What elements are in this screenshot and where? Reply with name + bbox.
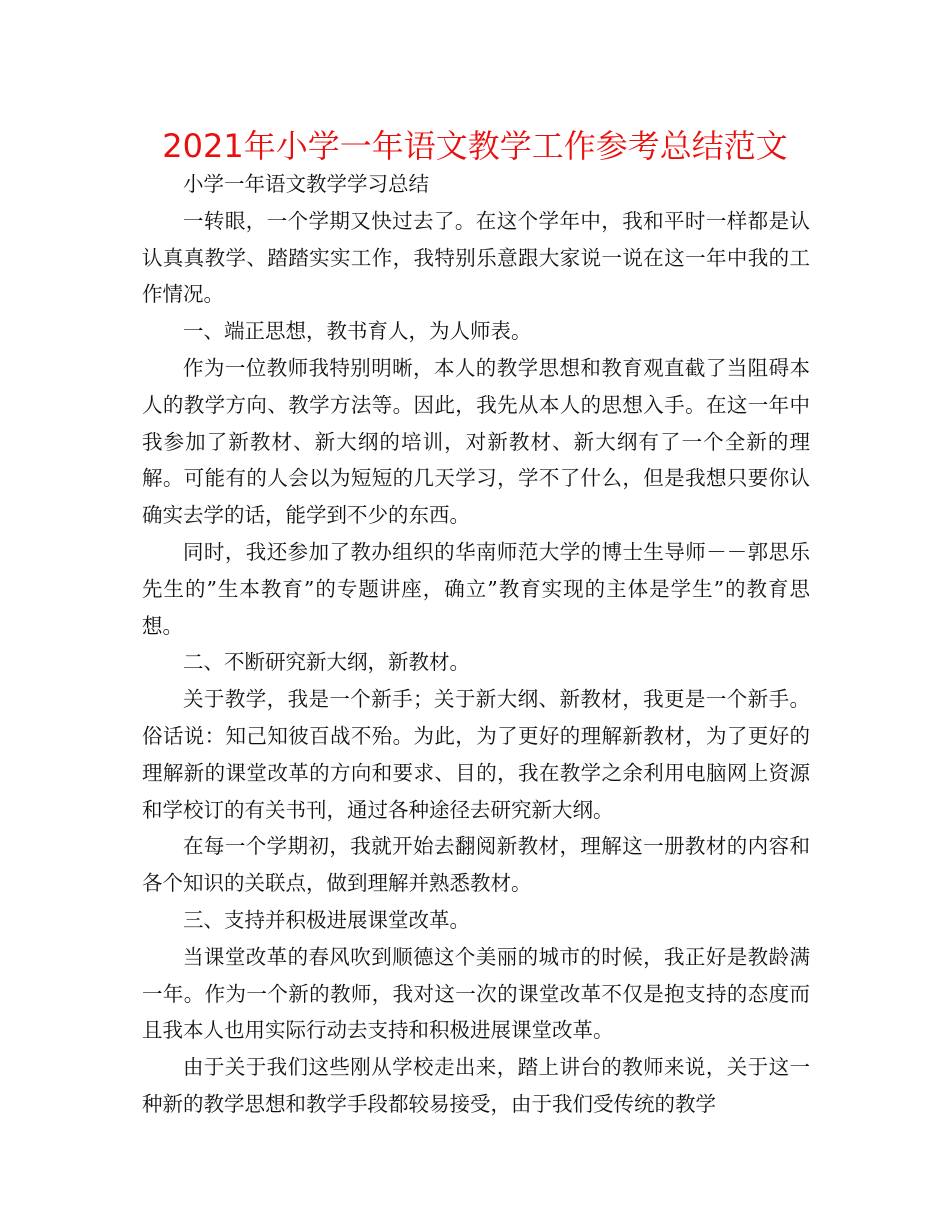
section-heading: 二、不断研究新大纲，新教材。 [183,650,470,675]
document-title: 2021年小学一年语文教学工作参考总结范文 [162,127,788,165]
section-heading: 一、端正思想，教书育人，为人师表。 [183,319,532,344]
document-body [142,166,810,1123]
paragraph: 作为一位教师我特别明晰，本人的教学思想和教育观直截了当阻碍本人的教学方向、教学方法等。因此，我先从本人的思想入手。在这一年中我参加了新教材、新大纲的培训，对新教材、新大纲有了一个全新的理解。可能有的人会以为短短的几天学习，学不了什么，但是我想只要你认确实去学的话，能学到不少的东西。 [142,355,810,528]
paragraph: 在每一个学期初，我就开始去翻阅新教材，理解这一册教材的内容和各个知识的关联点，做到理解并熟悉教材。 [142,834,810,896]
paragraph: 当课堂改革的春风吹到顺德这个美丽的城市的时候，我正好是教龄满一年。作为一个新的教师，我对这一次的课堂改革不仅是抱支持的态度而且我本人也用实际行动去支持和积极进展课堂改革。 [142,944,810,1043]
paragraph: 同时，我还参加了教办组织的华南师范大学的博士生导师－－郭思乐先生的”生本教育”的专题讲座，确立”教育实现的主体是学生”的教育思想。 [142,539,810,638]
paragraph: 一转眼，一个学期又快过去了。在这个学年中，我和平时一样都是认认真真教学、踏踏实实工作，我特别乐意跟大家说一说在这一年中我的工作情况。 [142,208,810,307]
paragraph: 由于关于我们这些刚从学校走出来，踏上讲台的教师来说，关于这一种新的教学思想和教学手段都较易接受，由于我们受传统的教学 [142,1055,810,1116]
paragraph-subtitle: 小学一年语文教学学习总结 [183,172,429,196]
section-heading: 三、支持并积极进展课堂改革。 [183,907,470,932]
paragraph: 关于教学，我是一个新手；关于新大纲、新教材，我更是一个新手。俗话说：知己知彼百战不殆。为此，为了更好的理解新教材，为了更好的理解新的课堂改革的方向和要求、目的，我在教学之余利用电脑网上资源和学校订的有关书刊，通过各种途径去研究新大纲。 [142,687,810,822]
